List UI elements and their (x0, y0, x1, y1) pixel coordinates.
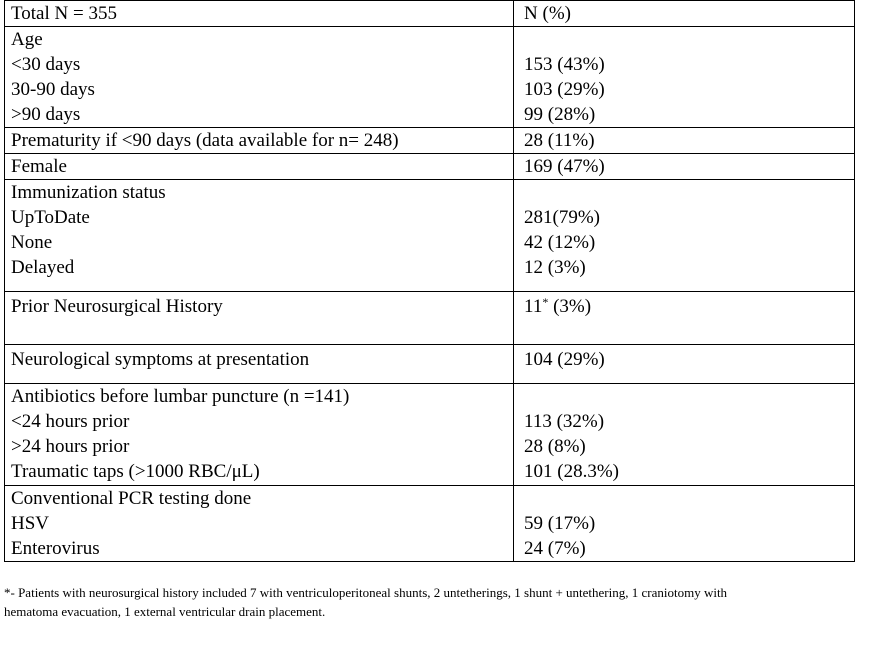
table-row-antibiotics (5, 384, 855, 486)
header-total: Total N = 355 (5, 1, 514, 27)
immunization-heading: Immunization status (11, 182, 166, 203)
age-label-30-90: 30-90 days (11, 79, 95, 100)
neurosurgical-value: 11* (3%) (524, 295, 592, 317)
immunization-label-delayed: Delayed (11, 257, 75, 278)
age-value-30-90: 103 (29%) (524, 79, 605, 100)
age-value-lt30: 153 (43%) (524, 54, 605, 75)
neuro-symptoms-value: 104 (29%) (524, 349, 605, 370)
female-value: 169 (47%) (524, 156, 605, 177)
female-label: Female (11, 156, 67, 177)
pcr-heading: Conventional PCR testing done (11, 488, 252, 509)
table-row-female (5, 154, 855, 180)
antibiotics-heading: Antibiotics before lumbar puncture (n =141) (11, 386, 350, 407)
age-labels (5, 27, 514, 128)
pcr-label-hsv: HSV (11, 513, 50, 534)
table-header-row (5, 1, 855, 27)
age-label-lt30: <30 days (11, 54, 81, 75)
age-heading: Age (11, 29, 43, 50)
prematurity-label: Prematurity if <90 days (data available for n= 248) (11, 130, 399, 151)
prematurity-value: 28 (11%) (524, 130, 595, 151)
antibiotics-value-lt24: 113 (32%) (524, 411, 605, 432)
immunization-value-uptodate: 281(79%) (524, 207, 601, 228)
footnote-line-1: *- Patients with neurosurgical history included 7 with ventriculoperitoneal shunts, 2 untetherings, 1 shunt + untethering, 1 craniotomy with (4, 585, 728, 600)
table-row-neurosurgical (5, 292, 855, 345)
table-row-immunization (5, 180, 855, 292)
table-row-neuro-symptoms (5, 345, 855, 384)
age-values (514, 27, 855, 128)
traumatic-taps-value: 101 (28.3%) (524, 461, 620, 482)
age-value-gt90: 99 (28%) (524, 104, 596, 125)
antibiotics-label-gt24: >24 hours prior (11, 436, 130, 457)
footnote-line-2: hematoma evacuation, 1 external ventricular drain placement. (4, 604, 326, 619)
traumatic-taps-label: Traumatic taps (>1000 RBC/μL) (11, 461, 260, 482)
neurosurgical-label: Prior Neurosurgical History (11, 296, 223, 317)
immunization-label-uptodate: UpToDate (11, 207, 90, 228)
pcr-label-enterovirus: Enterovirus (11, 538, 100, 559)
table-row-pcr (5, 486, 855, 562)
demographics-table (4, 0, 855, 562)
immunization-label-none: None (11, 232, 53, 253)
header-n-percent: N (%) (514, 1, 855, 27)
neuro-symptoms-label: Neurological symptoms at presentation (11, 349, 310, 370)
table-row-age (5, 27, 855, 128)
antibiotics-value-gt24: 28 (8%) (524, 436, 586, 457)
table-row-prematurity (5, 128, 855, 154)
age-label-gt90: >90 days (11, 104, 81, 125)
pcr-value-hsv: 59 (17%) (524, 513, 596, 534)
table-footnote (4, 583, 864, 621)
pcr-value-enterovirus: 24 (7%) (524, 538, 586, 559)
immunization-value-none: 42 (12%) (524, 232, 596, 253)
antibiotics-label-lt24: <24 hours prior (11, 411, 130, 432)
footnote-marker: * (542, 295, 549, 309)
immunization-value-delayed: 12 (3%) (524, 257, 586, 278)
